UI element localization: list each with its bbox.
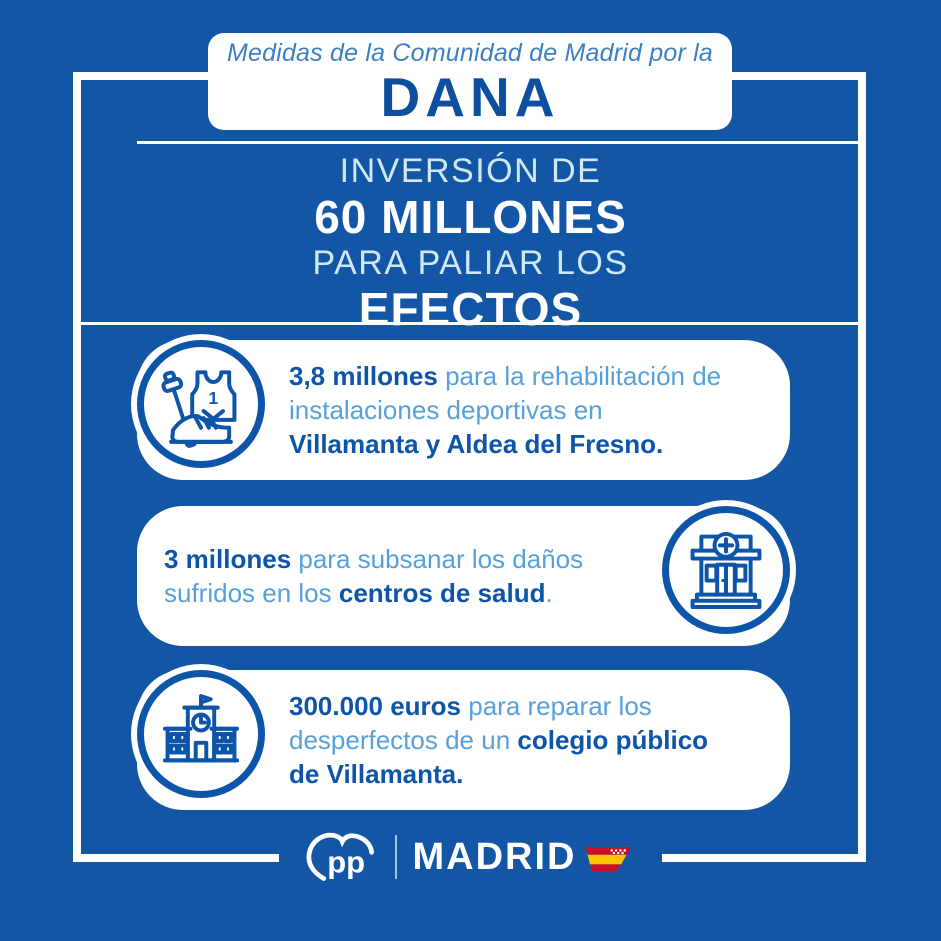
title-card [208,33,732,130]
pp-party-logo [305,828,379,886]
card-text: 3,8 millones para la rehabilitación de instalaciones deportivas en Villamanta y Aldea del Fresno. [289,361,722,459]
title-kicker: Medidas de la Comunidad de Madrid por la [226,38,714,67]
card-school-investment [137,670,790,810]
school-icon [157,690,245,778]
icon-circle [137,340,265,468]
spain-flag-icon [584,844,636,876]
footer-divider [395,835,397,879]
icon-circle [137,670,265,798]
icon-circle [662,506,790,634]
card-text: 3 millones para subsanar los daños sufridos en los centros de salud. [164,544,584,608]
page-title: DANA [380,65,560,128]
headline-line-4: EFECTOS [358,283,583,335]
headline-line-1: INVERSIÓN DE [339,152,602,190]
svg-text:1: 1 [208,388,219,408]
pp-logo-text: pp [326,844,365,880]
headline-line-3: PARA PALIAR LOS [312,244,629,282]
card-text: 300.000 euros para reparar los desperfectos de un colegio público de Villamanta. [289,691,709,789]
card-health-investment [137,506,790,646]
footer-region-label: MADRID [412,836,577,878]
divider-line-top [137,141,863,144]
headline-line-2: 60 MILLONES [314,191,627,243]
sports-equipment-icon [157,360,245,448]
headline-block [0,148,941,338]
card-sports-investment [137,340,790,480]
footer-logo-lockup [279,820,663,894]
health-center-icon [682,526,770,614]
